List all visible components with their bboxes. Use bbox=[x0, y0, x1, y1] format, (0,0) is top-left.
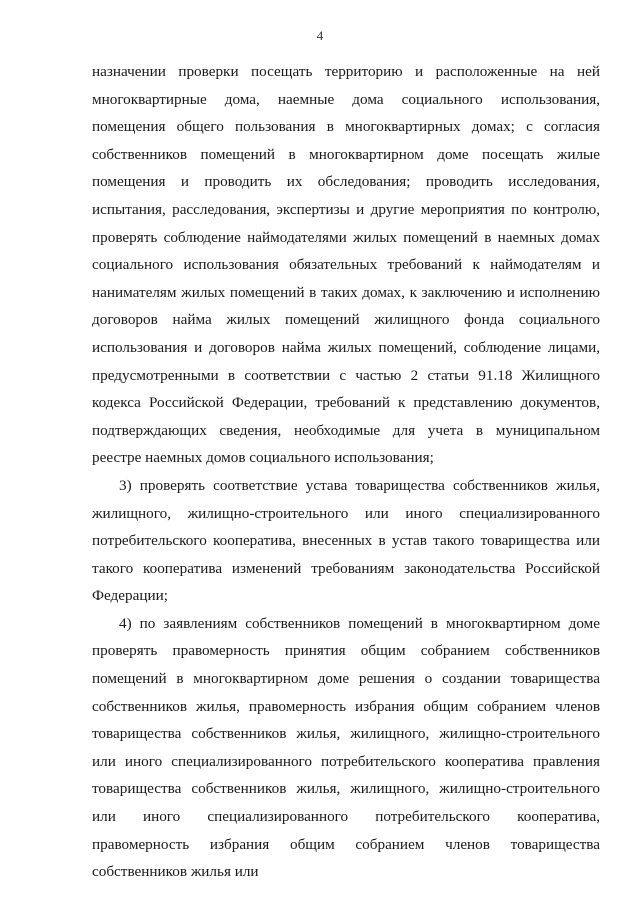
paragraph-item-3: 3) проверять соответствие устава товарищества собственников жилья, жилищного, жилищно-строительного или иного специализированного потребительского кооператива, внесенных в устав такого товарищества или такого кооператива изменений требованиям законодательства Российской Федерации; bbox=[92, 476, 600, 605]
paragraph-item-4: 4) по заявлениям собственников помещений в многоквартирном доме проверять правомерность принятия общим собранием собственников помещений в многоквартирном доме решения о создании товарищества собственников жилья, правомерность избрания общим собранием членов товарищества собственников жилья, жилищного, жилищно-строительного или иного специализированного потребительского кооператива правления товарищества собственников жилья, жилищного, жилищно-строительного или иного специализированного потребительского кооператива, правомерность избрания общим собранием членов товарищества собственников жилья или bbox=[92, 614, 600, 881]
page-number: 4 bbox=[316, 28, 324, 43]
document-body bbox=[92, 58, 600, 886]
paragraph-continuation: назначении проверки посещать территорию и расположенные на ней многоквартирные дома, наемные дома социального использования, помещения общего пользования в многоквартирных домах; с согласия собственников помещений в многоквартирном доме посещать жилые помещения и проводить их обследования; проводить исследования, испытания, расследования, экспертизы и другие мероприятия по контролю, проверять соблюдение наймодателями жилых помещений в наемных домах социального использования обязательных требований к наймодателям и нанимателям жилых помещений в таких домах, к заключению и исполнению договоров найма жилых помещений жилищного фонда социального использования и договоров найма жилых помещений, соблюдение лицами, предусмотренными в соответствии с частью 2 статьи 91.18 Жилищного кодекса Российской Федерации, требований к представлению документов, подтверждающих сведения, необходимые для учета в муниципальном реестре наемных домов социального использования; bbox=[92, 63, 600, 467]
